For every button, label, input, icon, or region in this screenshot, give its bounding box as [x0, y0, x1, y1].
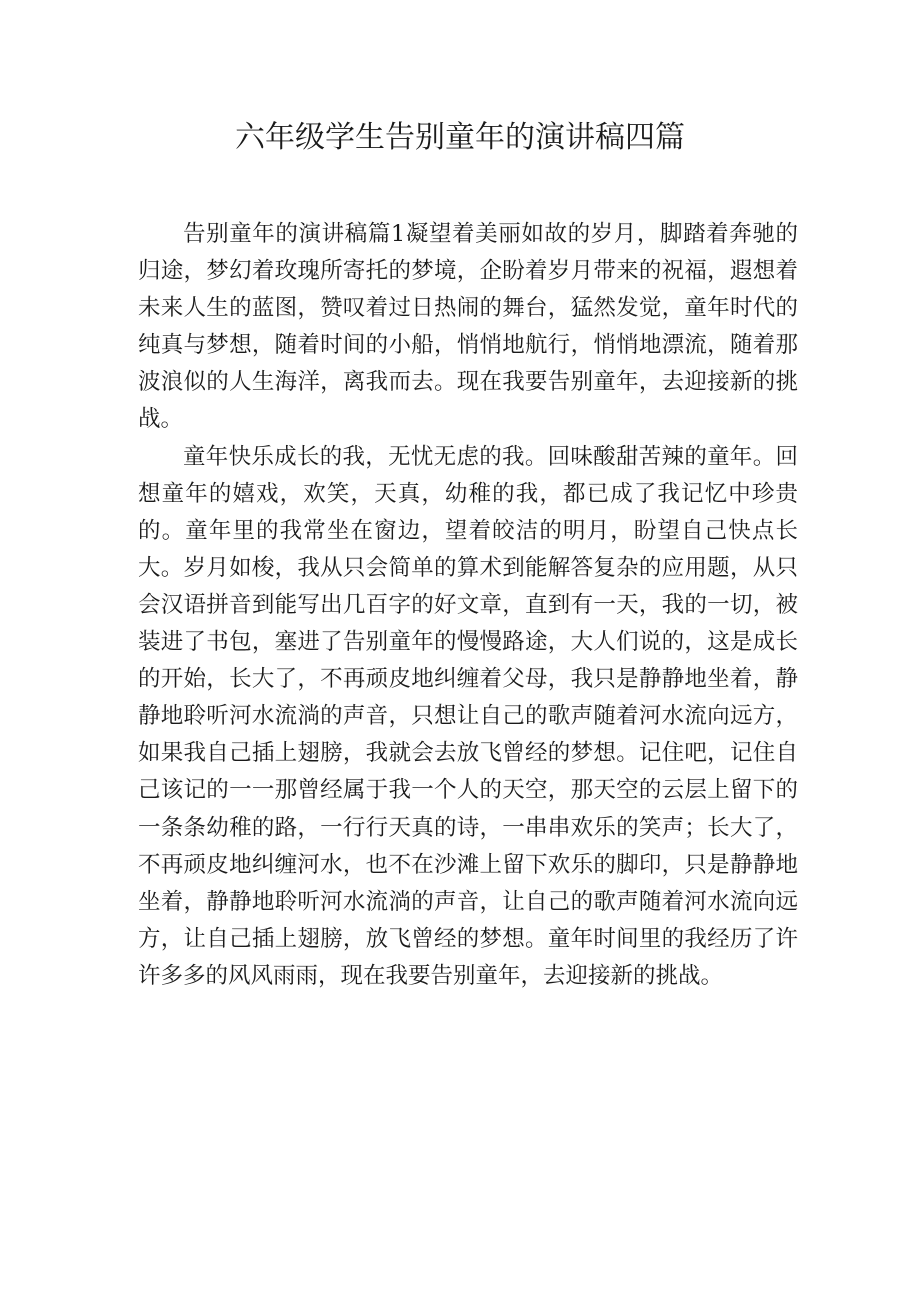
paragraph-2: 童年快乐成长的我，无忧无虑的我。回味酸甜苦辣的童年。回想童年的嬉戏，欢笑，天真，幼稚的我，都已成了我记忆中珍贵的。童年里的我常坐在窗边，望着皎洁的明月，盼望自己快点长大。岁月如梭，我从只会简单的算术到能解答复杂的应用题，从只会汉语拼音到能写出几百字的好文章，直到有一天，我的一切，被装进了书包，塞进了告别童年的慢慢路途，大人们说的，这是成长的开始，长大了，不再顽皮地纠缠着父母，我只是静静地坐着，静静地聆听河水流淌的声音，只想让自己的歌声随着河水流向远方，如果我自己插上翅膀，我就会去放飞曾经的梦想。记住吧，记住自己该记的一一那曾经属于我一个人的天空，那天空的云层上留下的一条条幼稚的路，一行行天真的诗，一串串欢乐的笑声；长大了，不再顽皮地纠缠河水，也不在沙滩上留下欢乐的脚印，只是静静地坐着，静静地聆听河水流淌的声音，让自己的歌声随着河水流向远方，让自己插上翅膀，放飞曾经的梦想。童年时间里的我经历了许许多多的风风雨雨，现在我要告别童年，去迎接新的挑战。 [138, 443, 798, 989]
document-title: 六年级学生告别童年的演讲稿四篇 [235, 120, 685, 155]
document-body [138, 216, 798, 995]
paragraph-1: 告别童年的演讲稿篇1凝望着美丽如故的岁月，脚踏着奔驰的归途，梦幻着玫瑰所寄托的梦境，企盼着岁月带来的祝福，遐想着未来人生的蓝图，赞叹着过日热闹的舞台，猛然发觉，童年时代的纯真与梦想，随着时间的小船，悄悄地航行，悄悄地漂流，随着那波浪似的人生海洋，离我而去。现在我要告别童年，去迎接新的挑战。 [138, 221, 798, 433]
